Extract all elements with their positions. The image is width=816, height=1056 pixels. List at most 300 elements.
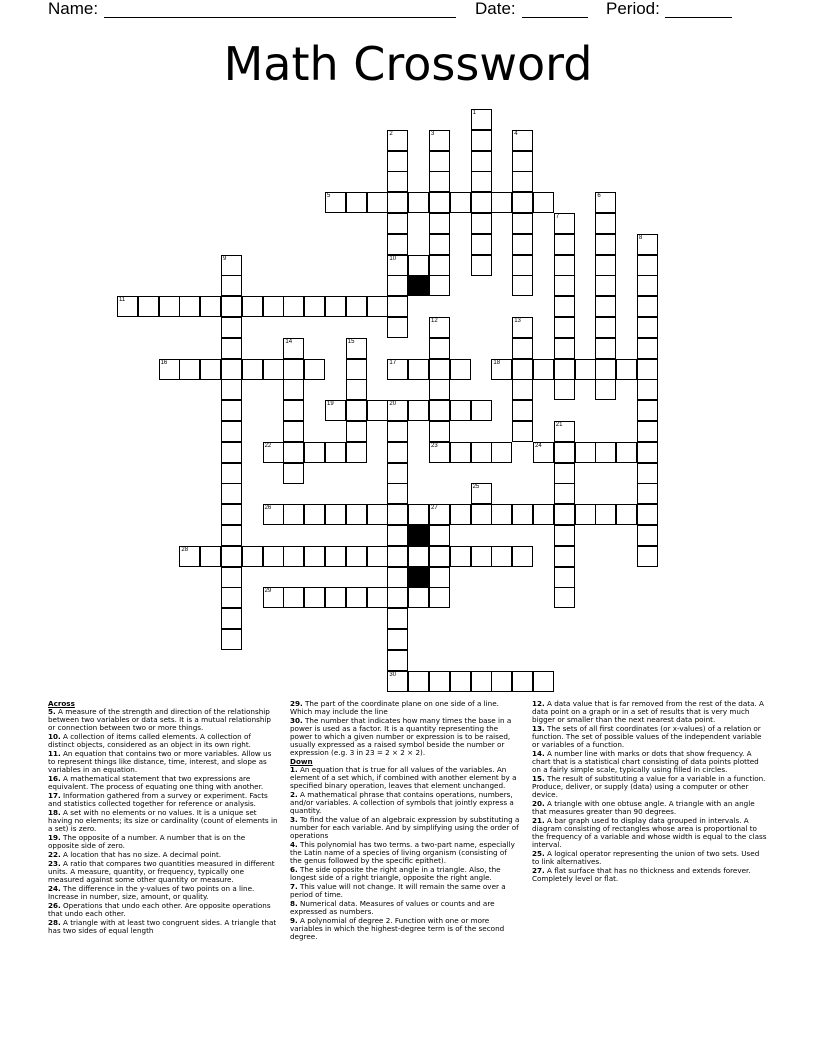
period-label: Period: — [606, 0, 660, 18]
grid-cell[interactable] — [512, 192, 533, 213]
grid-cell[interactable] — [637, 421, 658, 442]
clue-number: 12. — [532, 699, 545, 708]
grid-cell[interactable] — [450, 192, 471, 213]
grid-cell[interactable] — [637, 525, 658, 546]
cell-number: 4 — [514, 130, 518, 137]
grid-cell[interactable] — [471, 151, 492, 172]
grid-cell[interactable] — [221, 338, 242, 359]
grid-cell[interactable] — [554, 317, 575, 338]
grid-cell[interactable] — [533, 671, 554, 692]
grid-cell[interactable] — [554, 546, 575, 567]
grid-cell[interactable] — [512, 151, 533, 172]
grid-cell[interactable] — [242, 296, 263, 317]
grid-cell[interactable] — [367, 587, 388, 608]
grid-cell[interactable] — [471, 483, 492, 504]
grid-cell[interactable] — [554, 213, 575, 234]
grid-cell[interactable] — [554, 463, 575, 484]
cell-number: 24 — [535, 442, 542, 449]
grid-cell[interactable] — [387, 192, 408, 213]
grid-cell[interactable] — [512, 171, 533, 192]
across-heading: Across — [48, 699, 75, 708]
grid-cell[interactable] — [304, 504, 325, 525]
cell-number: 21 — [555, 422, 563, 428]
grid-cell[interactable] — [367, 296, 388, 317]
grid-cell[interactable] — [325, 400, 346, 421]
grid-cell[interactable] — [533, 442, 554, 463]
grid-cell[interactable] — [450, 671, 471, 692]
grid-cell[interactable] — [429, 255, 450, 276]
grid-cell[interactable] — [595, 213, 616, 234]
grid-cell[interactable] — [367, 192, 388, 213]
grid-cell[interactable] — [637, 296, 658, 317]
grid-cell[interactable] — [179, 546, 200, 567]
grid-cell[interactable] — [325, 587, 346, 608]
grid-cell[interactable] — [554, 234, 575, 255]
grid-cell[interactable] — [367, 546, 388, 567]
grid-cell[interactable] — [471, 546, 492, 567]
grid-cell[interactable] — [429, 421, 450, 442]
grid-cell[interactable] — [346, 546, 367, 567]
grid-cell[interactable] — [512, 400, 533, 421]
clue-number: 1. — [290, 765, 298, 774]
page-title: Math Crossword — [223, 37, 593, 91]
grid-cell[interactable] — [242, 359, 263, 380]
grid-cell[interactable] — [221, 400, 242, 421]
grid-cell[interactable] — [346, 587, 367, 608]
clue-text: A ratio that compares two quantities measured in different units. A measure, quantity, or frequency, typically one measured against some other quantity or measure. — [48, 859, 275, 884]
across-clue — [290, 700, 520, 716]
grid-cell[interactable] — [304, 359, 325, 380]
grid-cell[interactable] — [283, 296, 304, 317]
grid-cell[interactable] — [283, 338, 304, 359]
grid-cell[interactable] — [637, 234, 658, 255]
grid-cell[interactable] — [595, 192, 616, 213]
grid-cell[interactable] — [554, 587, 575, 608]
grid-cell[interactable] — [471, 130, 492, 151]
grid-cell[interactable] — [283, 442, 304, 463]
grid-cell[interactable] — [554, 255, 575, 276]
grid-cell[interactable] — [159, 296, 180, 317]
grid-cell[interactable] — [429, 338, 450, 359]
grid-cell[interactable] — [387, 629, 408, 650]
grid-cell[interactable] — [221, 608, 242, 629]
grid-cell[interactable] — [221, 275, 242, 296]
grid-cell[interactable] — [637, 275, 658, 296]
grid-cell[interactable] — [221, 629, 242, 650]
grid-cell[interactable] — [200, 546, 221, 567]
grid-cell[interactable] — [429, 171, 450, 192]
grid-cell[interactable] — [221, 421, 242, 442]
down-clue — [290, 917, 520, 941]
grid-cell[interactable] — [387, 608, 408, 629]
grid-cell[interactable] — [387, 296, 408, 317]
grid-cell[interactable] — [387, 421, 408, 442]
cell-number: 28 — [181, 546, 189, 553]
grid-cell[interactable] — [263, 504, 284, 525]
grid-cell[interactable] — [200, 296, 221, 317]
grid-cell[interactable] — [387, 400, 408, 421]
grid-cell[interactable] — [491, 192, 512, 213]
grid-cell[interactable] — [575, 442, 596, 463]
grid-cell[interactable] — [221, 359, 242, 380]
grid-cell[interactable] — [304, 442, 325, 463]
grid-cell[interactable] — [595, 255, 616, 276]
grid-cell[interactable] — [221, 483, 242, 504]
grid-cell[interactable] — [512, 317, 533, 338]
grid-cell[interactable] — [471, 255, 492, 276]
clue-number: 17. — [48, 791, 61, 800]
grid-cell[interactable] — [595, 442, 616, 463]
grid-cell[interactable] — [387, 275, 408, 296]
cell-number: 19 — [327, 401, 334, 408]
grid-cell[interactable] — [263, 442, 284, 463]
grid-cell[interactable] — [283, 463, 304, 484]
grid-cell[interactable] — [283, 379, 304, 400]
grid-cell[interactable] — [325, 192, 346, 213]
grid-cell[interactable] — [387, 317, 408, 338]
grid-cell[interactable] — [512, 130, 533, 151]
grid-cell[interactable] — [512, 421, 533, 442]
grid-cell[interactable] — [221, 296, 242, 317]
cell-number: 25 — [472, 484, 480, 491]
clue-text: An equation that is true for all values of the variables. An element of a set which, if combined with another element by a specified binary operation, leaves that element unchanged. — [290, 765, 517, 790]
grid-cell[interactable] — [221, 442, 242, 463]
grid-cell[interactable] — [637, 442, 658, 463]
grid-cell[interactable] — [429, 379, 450, 400]
grid-cell[interactable] — [283, 359, 304, 380]
grid-cell[interactable] — [637, 379, 658, 400]
grid-cell[interactable] — [637, 400, 658, 421]
grid-cell[interactable] — [387, 463, 408, 484]
grid-cell[interactable] — [637, 483, 658, 504]
grid-cell[interactable] — [429, 151, 450, 172]
grid-cell[interactable] — [200, 359, 221, 380]
grid-cell[interactable] — [346, 296, 367, 317]
grid-cell[interactable] — [408, 255, 429, 276]
clue-text: A mathematical phrase that contains operations, numbers, and/or variables. A collection of symbols that jointly express a quantity. — [290, 790, 514, 815]
grid-cell[interactable] — [637, 338, 658, 359]
grid-cell[interactable] — [616, 504, 637, 525]
cell-number: 13 — [514, 318, 521, 324]
grid-cell[interactable] — [595, 338, 616, 359]
grid-cell[interactable] — [575, 359, 596, 380]
clue-text: The difference in the y-values of two points on a line. Increase in number, size, amount, or quality. — [48, 884, 255, 901]
grid-cell[interactable] — [595, 379, 616, 400]
clue-number: 8. — [290, 899, 298, 908]
grid-cell[interactable] — [512, 546, 533, 567]
grid-cell[interactable] — [595, 234, 616, 255]
grid-cell[interactable] — [637, 504, 658, 525]
grid-cell[interactable] — [283, 421, 304, 442]
grid-cell[interactable] — [387, 234, 408, 255]
grid-cell[interactable] — [554, 483, 575, 504]
grid-cell[interactable] — [387, 546, 408, 567]
grid-cell[interactable] — [387, 567, 408, 588]
cell-number: 6 — [597, 193, 601, 200]
grid-cell[interactable] — [429, 213, 450, 234]
grid-cell[interactable] — [637, 359, 658, 380]
grid-cell[interactable] — [408, 546, 429, 567]
grid-cell[interactable] — [429, 567, 450, 588]
grid-cell[interactable] — [408, 671, 429, 692]
grid-cell[interactable] — [512, 338, 533, 359]
grid-cell[interactable] — [221, 546, 242, 567]
clue-text: The opposite of a number. A number that is on the opposite side of zero. — [48, 833, 246, 850]
grid-cell[interactable] — [429, 525, 450, 546]
grid-cell[interactable] — [512, 255, 533, 276]
grid-cell[interactable] — [346, 442, 367, 463]
clue-text: To find the value of an algebraic expression by substituting a number for each variable. And by simplifying using the order of operations — [290, 815, 520, 840]
grid-cell[interactable] — [554, 338, 575, 359]
grid-cell[interactable] — [491, 359, 512, 380]
grid-cell[interactable] — [117, 296, 138, 317]
grid-cell[interactable] — [450, 546, 471, 567]
grid-cell[interactable] — [221, 379, 242, 400]
grid-cell[interactable] — [512, 213, 533, 234]
grid-cell[interactable] — [429, 359, 450, 380]
grid-cell[interactable] — [408, 587, 429, 608]
grid-cell[interactable] — [512, 275, 533, 296]
grid-cell[interactable] — [554, 275, 575, 296]
grid-cell[interactable] — [387, 151, 408, 172]
grid-cell[interactable] — [554, 525, 575, 546]
grid-cell[interactable] — [408, 400, 429, 421]
grid-cell[interactable] — [616, 359, 637, 380]
grid-cell[interactable] — [429, 130, 450, 151]
grid-cell[interactable] — [512, 379, 533, 400]
across-clue — [290, 717, 520, 757]
black-cell — [408, 567, 429, 588]
grid-cell[interactable] — [554, 296, 575, 317]
grid-cell[interactable] — [637, 546, 658, 567]
down-clue — [532, 800, 768, 816]
grid-cell[interactable] — [304, 296, 325, 317]
grid-cell[interactable] — [325, 546, 346, 567]
clue-number: 7. — [290, 882, 298, 891]
grid-cell[interactable] — [491, 504, 512, 525]
grid-cell[interactable] — [242, 546, 263, 567]
grid-cell[interactable] — [408, 192, 429, 213]
grid-cell[interactable] — [304, 587, 325, 608]
grid-cell[interactable] — [387, 483, 408, 504]
grid-cell[interactable] — [429, 442, 450, 463]
grid-cell[interactable] — [179, 359, 200, 380]
grid-cell[interactable] — [429, 587, 450, 608]
grid-cell[interactable] — [637, 463, 658, 484]
grid-cell[interactable] — [387, 525, 408, 546]
clue-number: 19. — [48, 833, 61, 842]
name-label: Name: — [48, 0, 99, 18]
grid-cell[interactable] — [263, 587, 284, 608]
grid-cell[interactable] — [595, 275, 616, 296]
grid-cell[interactable] — [346, 192, 367, 213]
clue-number: 20. — [532, 799, 545, 808]
grid-cell[interactable] — [325, 442, 346, 463]
clue-text: A collection of items called elements. A collection of distinct objects, considered as an object in its own right. — [48, 732, 251, 749]
grid-cell[interactable] — [450, 442, 471, 463]
grid-cell[interactable] — [491, 546, 512, 567]
clue-text: The sets of all first coordinates (or x-values) of a relation or function. The set of possible values of the independent variable or variables of a function. — [532, 724, 762, 749]
cell-number: 5 — [327, 193, 331, 200]
grid-cell[interactable] — [138, 296, 159, 317]
clue-number: 28. — [48, 918, 61, 927]
grid-cell[interactable] — [471, 504, 492, 525]
down-clue — [532, 750, 768, 774]
clue-number: 25. — [532, 849, 545, 858]
grid-cell[interactable] — [429, 546, 450, 567]
cell-number: 15 — [347, 338, 355, 345]
grid-cell[interactable] — [346, 504, 367, 525]
grid-cell[interactable] — [387, 587, 408, 608]
grid-cell[interactable] — [387, 359, 408, 380]
grid-cell[interactable] — [554, 567, 575, 588]
grid-cell[interactable] — [471, 109, 492, 130]
grid-cell[interactable] — [283, 546, 304, 567]
grid-cell[interactable] — [221, 525, 242, 546]
grid-cell[interactable] — [179, 296, 200, 317]
grid-cell[interactable] — [471, 192, 492, 213]
grid-cell[interactable] — [637, 255, 658, 276]
grid-cell[interactable] — [325, 296, 346, 317]
grid-cell[interactable] — [533, 359, 554, 380]
grid-cell[interactable] — [512, 234, 533, 255]
grid-cell[interactable] — [346, 359, 367, 380]
grid-cell[interactable] — [346, 338, 367, 359]
cell-number: 17 — [389, 359, 397, 366]
grid-cell[interactable] — [554, 359, 575, 380]
grid-cell[interactable] — [263, 296, 284, 317]
grid-cell[interactable] — [512, 359, 533, 380]
across-clue — [48, 750, 278, 774]
grid-cell[interactable] — [533, 192, 554, 213]
clue-number: 15. — [532, 774, 545, 783]
clue-number: 23. — [48, 859, 61, 868]
grid-cell[interactable] — [346, 379, 367, 400]
grid-cell[interactable] — [512, 504, 533, 525]
grid-cell[interactable] — [554, 504, 575, 525]
date-label: Date: — [475, 0, 516, 18]
across-clue — [48, 809, 278, 833]
grid-cell[interactable] — [263, 359, 284, 380]
grid-cell[interactable] — [387, 171, 408, 192]
clue-number: 24. — [48, 884, 61, 893]
grid-cell[interactable] — [554, 379, 575, 400]
down-clue — [532, 850, 768, 866]
grid-cell[interactable] — [637, 317, 658, 338]
grid-cell[interactable] — [221, 504, 242, 525]
grid-cell[interactable] — [263, 546, 284, 567]
down-clue — [532, 775, 768, 799]
cell-number: 16 — [160, 359, 168, 366]
grid-cell[interactable] — [471, 671, 492, 692]
grid-cell[interactable] — [512, 671, 533, 692]
grid-cell[interactable] — [221, 255, 242, 276]
grid-cell[interactable] — [429, 317, 450, 338]
cell-number: 7 — [555, 214, 560, 220]
black-cell — [408, 525, 429, 546]
grid-cell[interactable] — [595, 317, 616, 338]
grid-cell[interactable] — [616, 442, 637, 463]
grid-cell[interactable] — [387, 255, 408, 276]
grid-cell[interactable] — [429, 671, 450, 692]
cell-number: 3 — [431, 130, 435, 137]
grid-cell[interactable] — [387, 130, 408, 151]
grid-cell[interactable] — [533, 504, 554, 525]
clue-text: A logical operator representing the union of two sets. Used to link alternatives. — [532, 849, 760, 866]
across-clue — [48, 919, 278, 935]
grid-cell[interactable] — [408, 359, 429, 380]
grid-cell[interactable] — [367, 400, 388, 421]
grid-cell[interactable] — [595, 359, 616, 380]
grid-cell[interactable] — [429, 400, 450, 421]
grid-cell[interactable] — [221, 317, 242, 338]
grid-cell[interactable] — [387, 442, 408, 463]
clue-number: 14. — [532, 749, 545, 758]
grid-cell[interactable] — [471, 400, 492, 421]
grid-cell[interactable] — [346, 421, 367, 442]
across-clue — [48, 860, 278, 884]
clue-number: 9. — [290, 916, 298, 925]
down-clue — [290, 791, 520, 815]
grid-cell[interactable] — [429, 504, 450, 525]
clue-text: A polynomial of degree 2. Function with one or more variables in which the highest-degree term is of the second degree. — [290, 916, 505, 941]
down-clue — [290, 883, 520, 899]
grid-cell[interactable] — [429, 192, 450, 213]
grid-cell[interactable] — [221, 463, 242, 484]
grid-cell[interactable] — [450, 359, 471, 380]
grid-cell[interactable] — [491, 442, 512, 463]
clue-text: A mathematical statement that two expressions are equivalent. The process of equating one thing with another. — [48, 774, 264, 791]
grid-cell[interactable] — [429, 275, 450, 296]
grid-cell[interactable] — [554, 421, 575, 442]
grid-cell[interactable] — [575, 504, 596, 525]
grid-cell[interactable] — [283, 400, 304, 421]
grid-cell[interactable] — [595, 504, 616, 525]
grid-cell[interactable] — [471, 213, 492, 234]
grid-cell[interactable] — [283, 504, 304, 525]
clue-number: 30. — [290, 716, 303, 725]
grid-cell[interactable] — [367, 504, 388, 525]
grid-cell[interactable] — [429, 234, 450, 255]
grid-cell[interactable] — [325, 504, 346, 525]
clue-text: An equation that contains two or more variables. Allow us to represent things like distance, time, interest, and slope as variables in an equation. — [48, 749, 272, 774]
grid-cell[interactable] — [221, 567, 242, 588]
grid-cell[interactable] — [471, 234, 492, 255]
grid-cell[interactable] — [387, 504, 408, 525]
grid-cell[interactable] — [595, 296, 616, 317]
clue-text: A triangle with at least two congruent sides. A triangle that has two sides of equal length — [48, 918, 277, 935]
grid-cell[interactable] — [408, 504, 429, 525]
grid-cell[interactable] — [159, 359, 180, 380]
down-clue — [290, 900, 520, 916]
grid-cell[interactable] — [471, 171, 492, 192]
grid-cell[interactable] — [387, 650, 408, 671]
grid-cell[interactable] — [554, 442, 575, 463]
grid-cell[interactable] — [304, 546, 325, 567]
grid-cell[interactable] — [387, 671, 408, 692]
clue-number: 22. — [48, 850, 61, 859]
grid-cell[interactable] — [450, 400, 471, 421]
clue-text: The number that indicates how many times the base in a power is used as a factor. It is a quantity representing the power to which a given number or expression is to be raised, usually expressed as a raised symbol beside the number or expression (e.g. 3 in 23 = 2 × 2 × 2). — [290, 716, 512, 757]
grid-cell[interactable] — [471, 442, 492, 463]
grid-cell[interactable] — [450, 504, 471, 525]
grid-cell[interactable] — [346, 400, 367, 421]
grid-cell[interactable] — [387, 213, 408, 234]
grid-cell[interactable] — [283, 587, 304, 608]
grid-cell[interactable] — [221, 587, 242, 608]
across-clue — [48, 851, 278, 859]
grid-cell[interactable] — [491, 671, 512, 692]
